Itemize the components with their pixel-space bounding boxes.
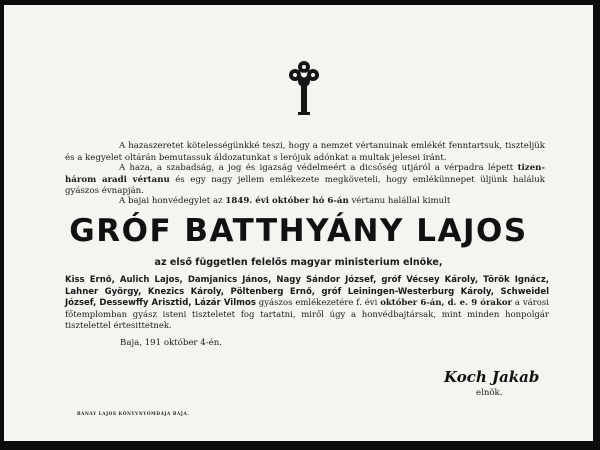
ceremony-time-bold: október 6-án, d. e. 9 órakor [380, 298, 512, 309]
ceremony-paragraph [65, 275, 549, 333]
announcement-date-bold: 1849. évi október hó 6-án [225, 196, 349, 206]
ceremony-text-c: a városi főtemplomban gyász isteni tiszteletet fog tartatni, miről úgy a honvédbajtársak, mint minden honpolgár tisztelettel értesittetnek. [65, 298, 549, 332]
announcement-text-c: vértanu halállal kimult [348, 196, 451, 206]
honoree-name: GRÓF BATTHYÁNY LAJOS [69, 213, 528, 249]
ornate-cross-icon [288, 57, 320, 117]
martyr-names: Kiss Ernő, Aulich Lajos, Damjanics János, Nagy Sándor József, gróf Vécsey Károly, Török Ignácz, Lahner György, Knezics Károly, Pöltenberg Ernő, gróf Leiningen-Westerburg Károly, Schweidel József, Dessewffy Arisztid, Lázár Vilmos [65, 275, 549, 309]
intro-paragraph [65, 141, 545, 164]
martyrs-text-bold: tizenhárom aradi vértanu [65, 163, 545, 185]
honoree-subtitle: az első független felelős magyar ministerium elnöke, [154, 257, 443, 268]
martyrs-paragraph [65, 163, 545, 198]
signature-role: elnök. [476, 388, 503, 398]
signature: Koch Jakab [444, 368, 540, 386]
date-line: Baja, 191 október 4-én. [120, 338, 222, 348]
notice-sheet [4, 5, 593, 441]
printer-credit: BÁNAY LAJOS KÖNYVNYOMDÁJA BAJA. [77, 411, 190, 416]
announcement-text-a: A bajai honvédegylet az [119, 196, 226, 206]
intro-text: A hazaszeretet kötelességünkké teszi, hogy a nemzet vértanuinak emlékét fenntartsuk, tiszteljük és a kegyelet oltárán bemutassuk áldozatunkat s lerójuk adónkat a multak jelesei iránt. [65, 141, 545, 163]
ceremony-text-a: gyászos emlékezetére f. évi [255, 298, 381, 309]
announcement-paragraph [119, 196, 549, 208]
martyrs-text-a: A haza, a szabadság, a jog és igazság védelmeért a dicsőség utjáról a vérpadra lépett [119, 163, 518, 173]
martyrs-text-c: és egy nagy jellem emlékezete megköveteli, hogy emlékünnepet üljünk haláluk gyászos évnapján. [65, 174, 545, 197]
